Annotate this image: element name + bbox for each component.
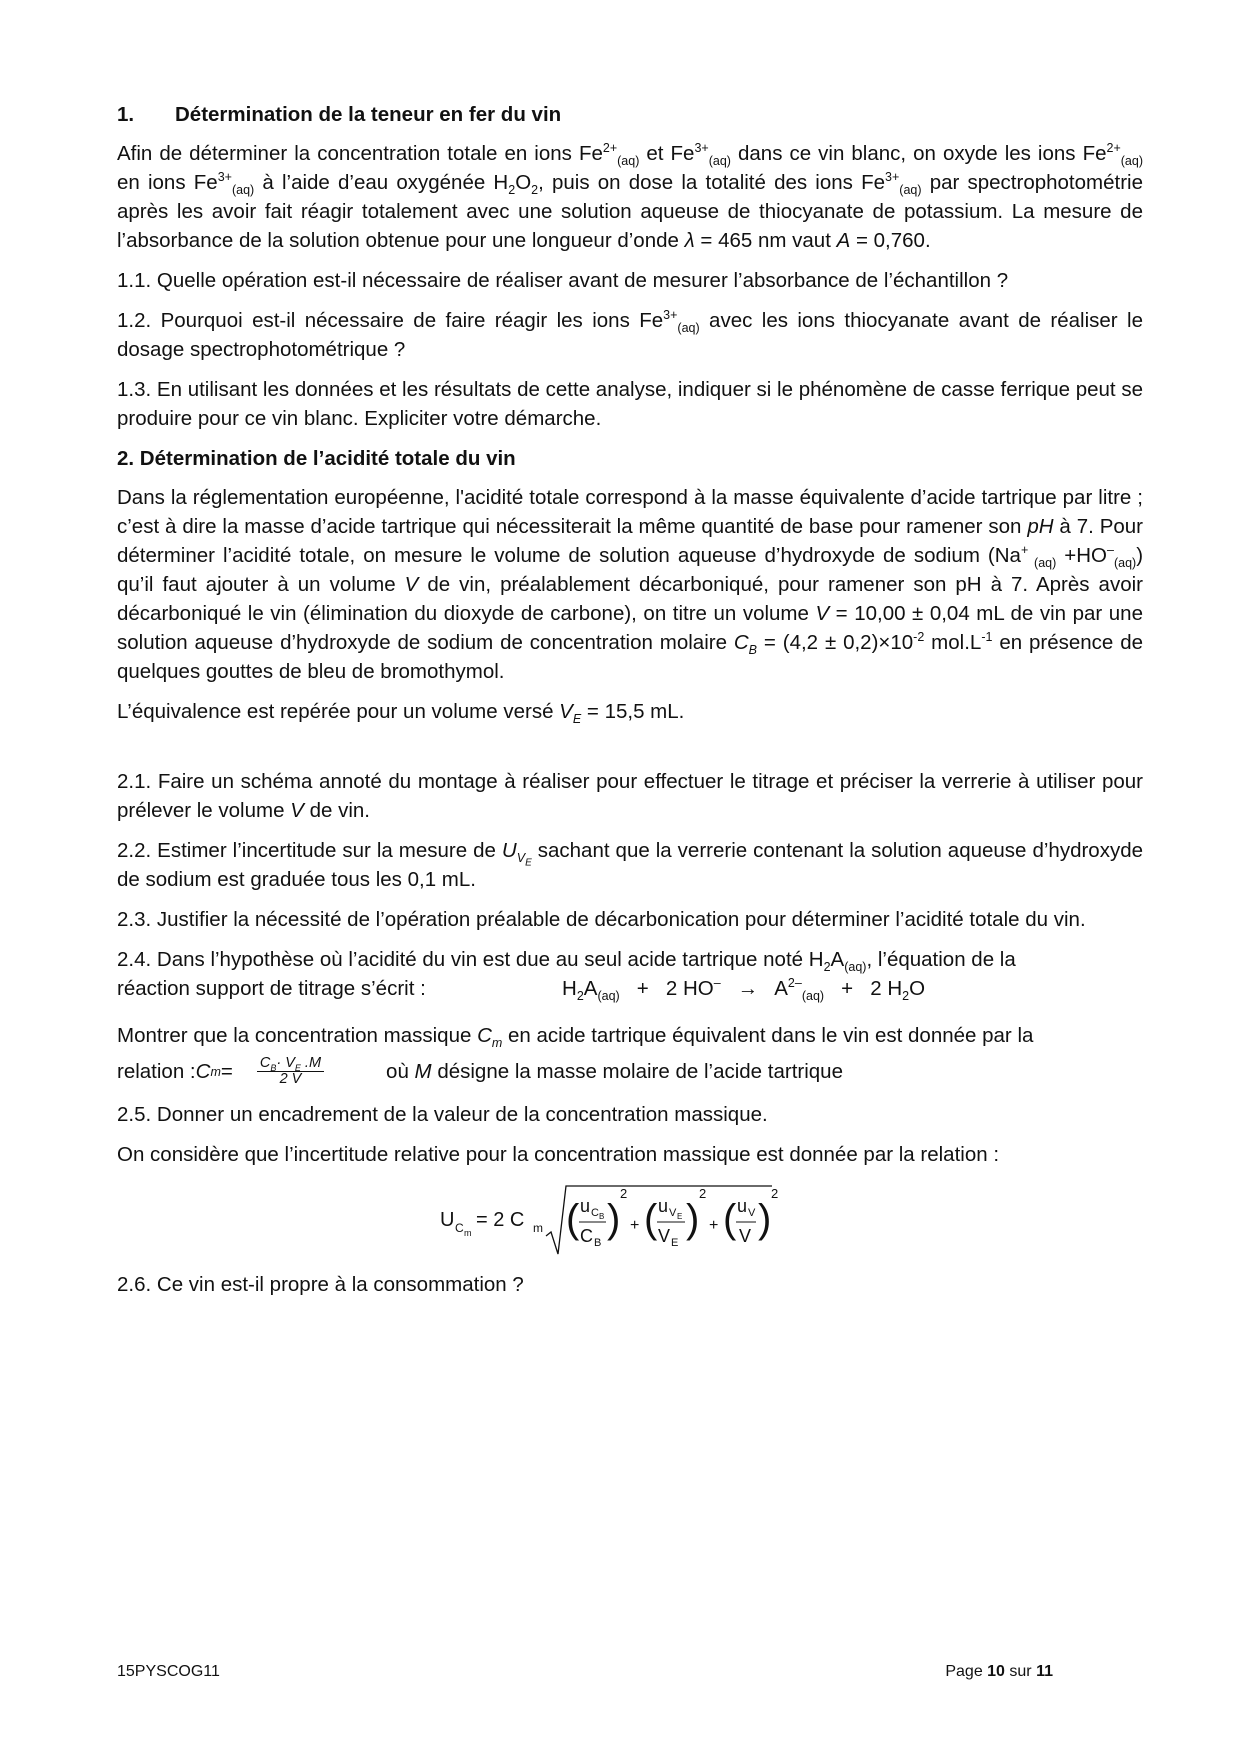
section-2-intro: Dans la réglementation européenne, l'acidité totale correspond à la masse équivalente d’acide tartrique par litre ; c’est à dire la masse d’acide tartrique qui nécessiterait la même quantité de base pour ramener son pH à 7. Pour déterminer l’acidité totale, on mesure le volume de solution aqueuse d’hydroxyde de sodium (Na+ $_{(aq)} +HO^-_{(aq)}$) qu’il faut ajouter à un volume V de vin, préalablement décarboniqué, pour ramener son pH à 7. Après avoir décarboniqué le vin (élimination du dioxyde de carbone), on titre un volume V = 10,00 ± 0,04 mL de vin par une solution aqueuse d’hydroxyde de sodium de concentration molaire $C_B = (4,2 \pm 0,2)\times 10^{-2}$ $mol.L^{-1}$ en présence de quelques gouttes de bleu de bromothymol. <box>117 486 1144 683</box>
svg-text:C: C <box>455 1221 464 1235</box>
svg-text:+: + <box>630 1217 640 1234</box>
svg-text:2: 2 <box>620 1186 628 1201</box>
section-1-title: 1. Détermination de la teneur en fer du vin <box>117 103 562 126</box>
reaction-arrow: → <box>737 977 759 1000</box>
svg-text:): ) <box>607 1197 621 1241</box>
svg-text:u: u <box>737 1196 748 1216</box>
svg-text:V: V <box>669 1207 677 1219</box>
svg-text:): ) <box>686 1197 700 1241</box>
svg-text:m: m <box>464 1228 472 1238</box>
question-2-4: 2.4. Dans l’hypothèse où l’acidité du vin est due au seul acide tartrique noté $H_2A_{(aq)}$, l’équation de la réaction support de titrage s’écrit : $H_2A_{(aq)}$ + 2 HO– → $A^{2-}_{(aq)}$ + 2 $H_2O$ <box>117 945 1143 1003</box>
svg-text:m: m <box>533 1221 543 1235</box>
svg-text:E: E <box>671 1237 679 1249</box>
svg-text:= 2 C: = 2 C <box>476 1209 525 1231</box>
question-1-1: 1.1. Quelle opération est-il nécessaire de réaliser avant de mesurer l’absorbance de l’échantillon ? <box>117 269 1009 292</box>
question-2-5: 2.5. Donner un encadrement de la valeur de la concentration massique. <box>117 1103 768 1126</box>
svg-text:(: ( <box>566 1197 580 1241</box>
svg-text:B: B <box>599 1212 605 1221</box>
spacer <box>117 737 1143 767</box>
svg-text:C: C <box>591 1207 599 1219</box>
svg-text:U: U <box>440 1209 455 1231</box>
svg-text:(: ( <box>723 1197 737 1241</box>
svg-text:2: 2 <box>771 1186 779 1201</box>
page-number: Page 10 sur 11 <box>945 1663 1053 1680</box>
section-2-title: 2. Détermination de l’acidité totale du vin <box>117 447 516 470</box>
svg-text:C: C <box>580 1226 593 1246</box>
uncertainty-formula <box>117 1180 1143 1258</box>
svg-text:V: V <box>748 1207 756 1219</box>
page-footer <box>117 1663 1053 1681</box>
mass-concentration-relation: relation : C m = $\frac{C_B\cdot V_E .M}{2 V}$ où M désigne la masse molaire de l’acide tartrique <box>117 1055 843 1087</box>
svg-text:(: ( <box>644 1197 658 1241</box>
question-2-3: 2.3. Justifier la nécessité de l’opération préalable de décarbonication pour déterminer l’acidité totale du vin. <box>117 908 1086 931</box>
fraction: $\frac{C_B\cdot V_E .M}{2 V}$ <box>257 1056 324 1087</box>
svg-text:V: V <box>658 1226 671 1246</box>
svg-text:u: u <box>658 1196 669 1216</box>
relative-uncertainty-statement: On considère que l’incertitude relative pour la concentration massique est donnée par la relation : <box>117 1143 1000 1166</box>
svg-text:E: E <box>677 1212 683 1221</box>
svg-text:): ) <box>758 1197 772 1241</box>
svg-text:+: + <box>709 1217 719 1234</box>
question-1-3: 1.3. En utilisant les données et les résultats de cette analyse, indiquer si le phénomène de casse ferrique peut se produire pour ce vin blanc. Expliciter votre démarche. <box>117 378 1143 430</box>
svg-text:B: B <box>594 1237 602 1249</box>
titration-equation: réaction support de titrage s’écrit : $H_2A_{(aq)}$ + 2 HO– → $A^{2-}_{(aq)}$ + 2 $H_2O$ <box>117 976 926 1004</box>
question-1-2: 1.2. Pourquoi est-il nécessaire de faire réagir les ions $Fe^{3+}_{(aq)}$ avec les ions thiocyanate avant de réaliser le dosage spectrophotométrique ? <box>117 308 1143 361</box>
question-2-6: 2.6. Ce vin est-il propre à la consommation ? <box>117 1273 524 1296</box>
question-2-2: 2.2. Estimer l’incertitude sur la mesure de $U_{V_E}$ sachant que la verrerie contenant la solution aqueuse d’hydroxyde de sodium est graduée tous les 0,1 mL. <box>117 839 1143 891</box>
mass-concentration-statement: Montrer que la concentration massique $C_m$ en acide tartrique équivalent dans le vin est donnée par la <box>117 1024 1034 1051</box>
svg-text:u: u <box>580 1196 591 1216</box>
svg-text:2: 2 <box>699 1186 707 1201</box>
question-2-1: 2.1. Faire un schéma annoté du montage à réaliser pour effectuer le titrage et préciser la verrerie à utiliser pour prélever le volume V de vin. <box>117 770 1143 822</box>
equivalence-statement: L’équivalence est repérée pour un volume versé $V_E = 15,5$ mL. <box>117 700 685 727</box>
uncertainty-formula-svg <box>440 1180 820 1258</box>
exam-code: 15PYSCOG11 <box>117 1663 220 1680</box>
document-page <box>117 100 1143 1310</box>
section-1-intro: Afin de déterminer la concentration totale en ions $Fe^{2+}_{(aq)}$ et $Fe^{3+}_{(aq)}$ dans ce vin blanc, on oxyde les ions $Fe^{2+}_{(aq)}$ en ions $Fe^{3+}_{(aq)}$ à l’aide d’eau oxygénée $H_2O_2$, puis on dose la totalité des ions $Fe^{3+}_{(aq)}$ par spectrophotométrie après les avoir fait réagir totalement avec une solution aqueuse de thiocyanate de potassium. La mesure de l’absorbance de la solution obtenue pour une longueur d’onde λ = 465 nm vaut A = 0,760. <box>117 141 1143 252</box>
svg-text:V: V <box>739 1226 752 1246</box>
